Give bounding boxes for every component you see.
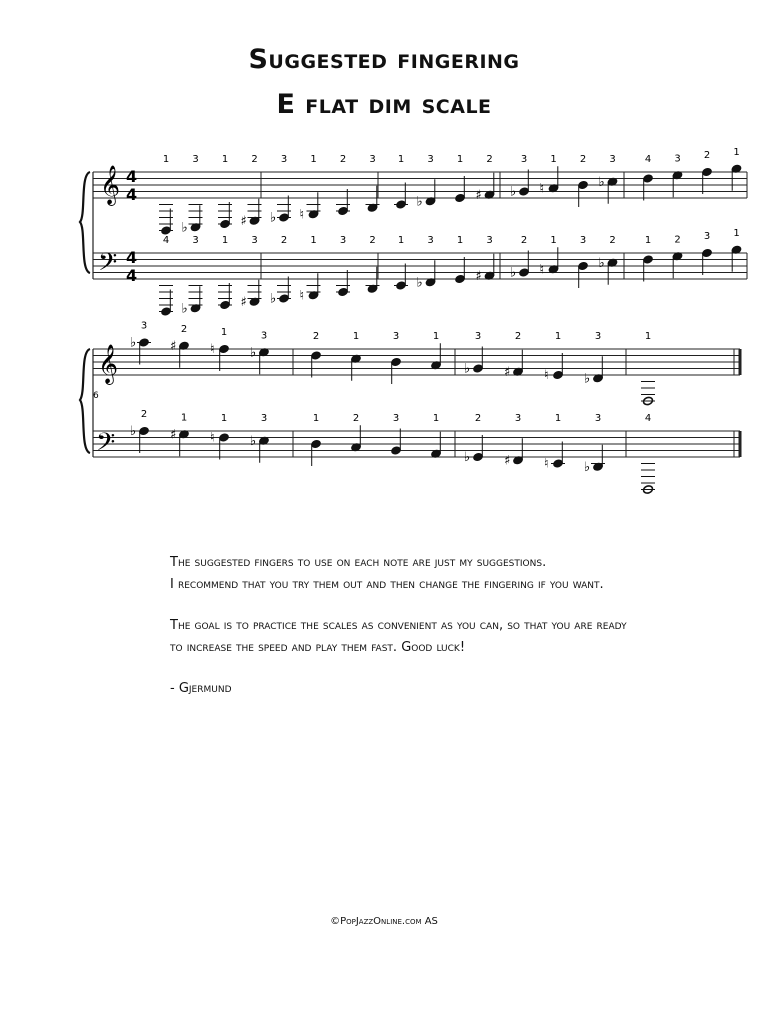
- fingering-number: 1: [644, 331, 652, 342]
- fingering-number: 1: [550, 235, 557, 246]
- natural-icon: ♮: [544, 368, 549, 383]
- flat-icon: ♭: [130, 335, 137, 351]
- score-system-2: [80, 344, 740, 463]
- flat-icon: ♭: [464, 361, 471, 377]
- natural-icon: ♮: [544, 456, 549, 472]
- flat-icon: ♭: [584, 371, 591, 387]
- fingering-number: 3: [392, 413, 400, 424]
- flat-icon: ♭: [464, 450, 471, 465]
- fingering-number: 3: [514, 413, 522, 424]
- fingering-number: 2: [312, 331, 320, 342]
- time-signature-top: 4: [126, 248, 138, 267]
- fingering-number: 1: [432, 413, 440, 424]
- fingering-number: 2: [609, 235, 616, 246]
- copyright-footer: ©PopJazzOnline.com AS: [330, 916, 438, 927]
- flat-icon: ♭: [181, 220, 188, 236]
- fingering-number: 1: [397, 235, 405, 246]
- fingering-number: 3: [260, 413, 268, 424]
- fingering-number: 2: [180, 323, 188, 335]
- fingering-number: 3: [339, 235, 347, 246]
- natural-icon: ♮: [539, 262, 545, 278]
- fingering-number: 1: [221, 154, 229, 165]
- flat-icon: ♭: [270, 210, 277, 226]
- instruction-line: The suggested fingers to use on each note are just my suggestions.: [170, 555, 547, 570]
- fingering-number: 1: [554, 331, 562, 342]
- fingering-number: 3: [192, 154, 199, 165]
- fingering-number: 3: [369, 154, 376, 165]
- fingering-number: 3: [703, 231, 711, 242]
- fingering-number: 1: [733, 227, 740, 239]
- flat-icon: ♭: [250, 433, 257, 449]
- fingering-number: 1: [221, 235, 229, 246]
- fingering-number: 4: [644, 154, 652, 165]
- flat-icon: ♭: [270, 291, 277, 307]
- flat-icon: ♭: [416, 194, 423, 210]
- fingering-number: 2: [486, 154, 493, 165]
- page-subtitle: E flat dim scale: [276, 89, 492, 120]
- fingering-number: 1: [550, 154, 557, 165]
- fingering-number: 3: [280, 154, 288, 165]
- treble-clef-icon: 𝄞: [100, 165, 121, 205]
- fingering-number: 3: [140, 320, 148, 332]
- fingering-number: 2: [369, 235, 376, 246]
- sharp-icon: ♯: [170, 427, 177, 443]
- measure-number: 6: [93, 391, 99, 401]
- instruction-line: to increase the speed and play them fast. Good luck!: [170, 640, 466, 655]
- fingering-number: 2: [140, 409, 148, 420]
- fingering-number: 1: [180, 412, 188, 424]
- flat-icon: ♭: [510, 265, 517, 281]
- fingering-number: 1: [352, 331, 360, 342]
- treble-clef-icon: 𝄞: [98, 344, 119, 384]
- flat-icon: ♭: [598, 255, 605, 271]
- bass-clef-icon: 𝄢: [96, 428, 116, 463]
- sharp-icon: ♯: [504, 453, 511, 469]
- instruction-line: The goal is to practice the scales as convenient as you can, so that you are ready: [170, 618, 627, 633]
- fingering-number: 2: [703, 150, 711, 161]
- time-signature-top: 4: [126, 167, 138, 186]
- natural-icon: ♮: [539, 181, 545, 197]
- natural-icon: ♮: [299, 288, 305, 304]
- fingering-number: 3: [579, 235, 587, 246]
- flat-icon: ♭: [584, 459, 591, 475]
- flat-icon: ♭: [416, 275, 423, 291]
- fingering-number: 3: [260, 330, 268, 342]
- flat-icon: ♭: [181, 301, 188, 317]
- fingering-number: 3: [251, 235, 258, 246]
- fingering-number: 3: [427, 154, 434, 165]
- fingering-number: 2: [579, 154, 587, 165]
- sharp-icon: ♯: [475, 268, 482, 284]
- score-system-1: [80, 165, 747, 285]
- fingering-number: 4: [162, 235, 170, 246]
- fingering-number: 2: [474, 413, 482, 424]
- fingering-number: 4: [644, 413, 652, 424]
- natural-icon: ♮: [210, 342, 215, 357]
- grand-staff-brace: [80, 172, 90, 273]
- fingering-number: 1: [397, 154, 405, 165]
- fingering-number: 2: [280, 235, 288, 246]
- fingering-number: 1: [554, 413, 562, 424]
- fingering-number: 2: [674, 234, 681, 246]
- fingering-number: 1: [312, 413, 320, 424]
- natural-icon: ♮: [210, 430, 215, 446]
- fingering-number: 1: [644, 235, 652, 246]
- natural-icon: ♮: [299, 207, 305, 223]
- fingering-number: 3: [594, 331, 602, 342]
- flat-icon: ♭: [510, 184, 517, 200]
- fingering-number: 1: [220, 413, 228, 424]
- fingering-number: 3: [594, 413, 602, 424]
- page-title: Suggested fingering: [248, 44, 520, 75]
- sharp-icon: ♯: [240, 294, 247, 310]
- fingering-number: 1: [220, 327, 228, 338]
- signature: - Gjermund: [170, 681, 232, 696]
- sharp-icon: ♯: [240, 213, 247, 229]
- fingering-number: 2: [520, 235, 528, 246]
- fingering-number: 1: [310, 235, 317, 246]
- fingering-number: 1: [162, 154, 170, 165]
- fingering-number: 3: [609, 154, 616, 165]
- fingering-number: 3: [427, 235, 434, 246]
- flat-icon: ♭: [250, 345, 257, 361]
- time-signature-bottom: 4: [126, 266, 138, 285]
- fingering-number: 1: [456, 235, 464, 246]
- fingering-number: 3: [192, 235, 199, 246]
- fingering-number: 3: [474, 331, 482, 342]
- instruction-line: I recommend that you try them out and then change the fingering if you want.: [170, 577, 604, 592]
- flat-icon: ♭: [130, 424, 137, 439]
- fingering-number: 3: [674, 153, 681, 165]
- sharp-icon: ♯: [170, 338, 177, 354]
- fingering-number: 2: [514, 331, 522, 342]
- fingering-number: 1: [310, 154, 317, 165]
- sharp-icon: ♯: [504, 364, 511, 380]
- fingering-number: 1: [456, 154, 464, 165]
- fingering-number: 3: [520, 154, 528, 165]
- fingering-number: 1: [432, 331, 440, 342]
- sharp-icon: ♯: [475, 187, 482, 203]
- bass-clef-icon: 𝄢: [98, 248, 118, 283]
- fingering-number: 3: [486, 235, 493, 246]
- fingering-number: 2: [339, 154, 347, 165]
- time-signature-bottom: 4: [126, 185, 138, 204]
- fingering-number: 2: [251, 154, 258, 165]
- system-2-staves: [93, 349, 740, 457]
- fingering-number: 1: [733, 146, 740, 158]
- fingering-number: 3: [392, 331, 400, 342]
- grand-staff-brace: [80, 349, 90, 453]
- fingering-number: 2: [352, 413, 360, 424]
- flat-icon: ♭: [598, 174, 605, 190]
